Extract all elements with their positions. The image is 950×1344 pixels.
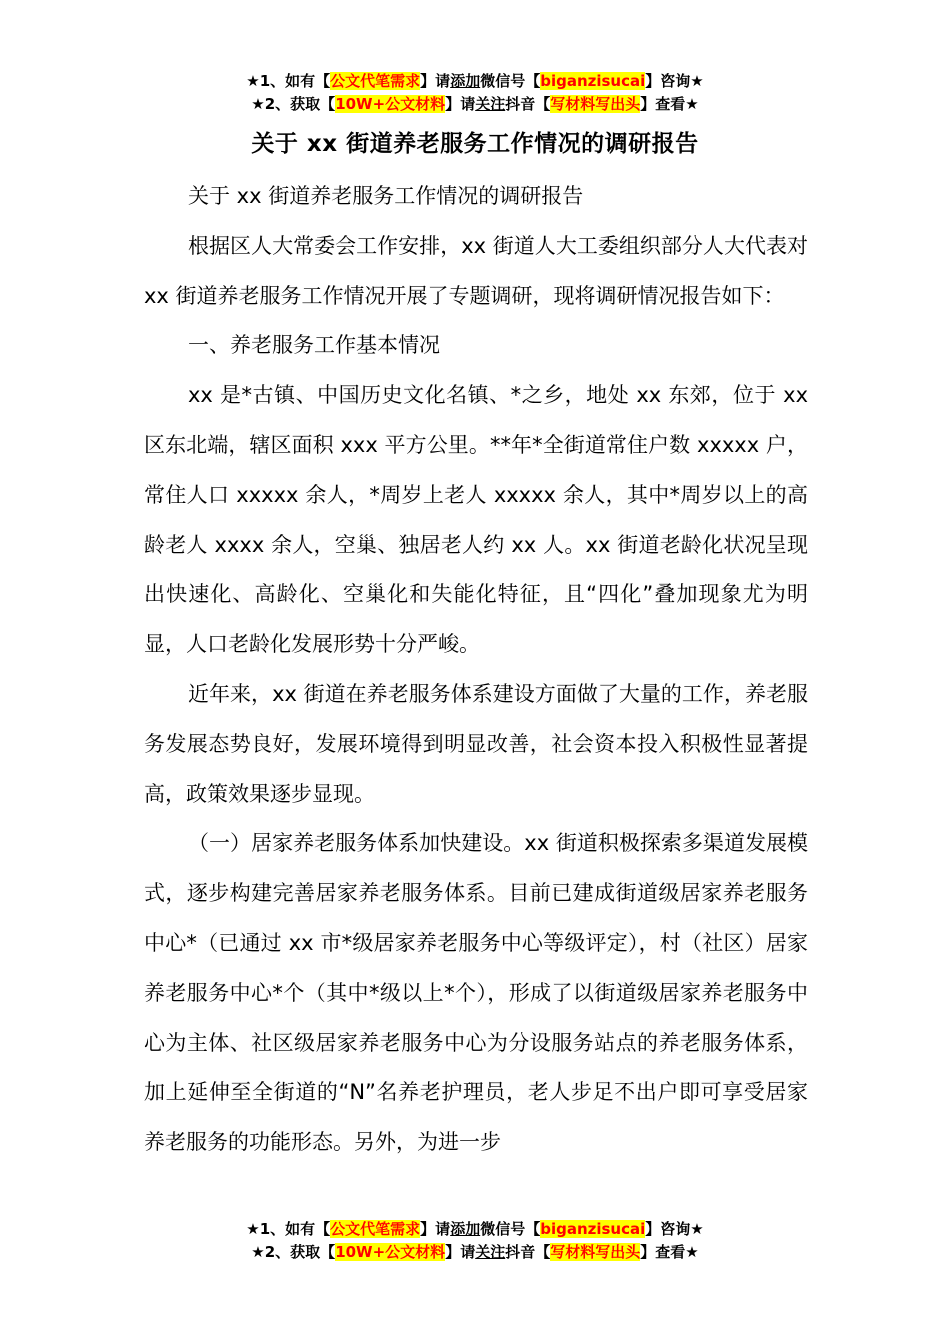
document-title: 关于 xx 街道养老服务工作情况的调研报告 — [251, 131, 699, 157]
paragraph-subtitle: 关于 xx 街道养老服务工作情况的调研报告 — [188, 184, 584, 208]
paragraph-home-care: （一）居家养老服务体系加快建设。xx 街道积极探索多渠道发展模式，逐步构建完善居家养老服务体系。目前已建成街道级居家养老服务中心*（已通过 xx 市*级居家养老服务中心等级评定），村（社区）居家养老服务中心*个（其中*级以上*个），形成了以街道级居家养老服务中心为主体、社区级居家养老服务中心为分设服务站点的养老服务体系，加上延伸至全街道的“N”名养老护理员，老人步足不出户即可享受居家养老服务的功能形态。另外，为进一步 — [144, 831, 808, 1155]
promo-text: 】咨询★ — [645, 72, 704, 90]
promo-underlined: 关注 — [475, 1243, 506, 1261]
paragraph-intro: 根据区人大常委会工作安排，xx 街道人大工委组织部分人大代表对 xx 街道养老服务工作情况开展了专题调研，现将调研情况报告如下： — [144, 233, 808, 308]
promo-underlined: 添加 — [450, 1220, 481, 1238]
promo-text: 】请 — [445, 95, 476, 113]
promo-line-2 — [0, 93, 950, 116]
promo-line-1 — [0, 70, 950, 93]
promo-text: 】查看★ — [640, 95, 699, 113]
promo-highlight: 写材料写出头 — [550, 1243, 641, 1261]
promo-highlight: 10W+公文材料 — [335, 95, 446, 113]
promo-underlined: 关注 — [475, 95, 506, 113]
promo-line-1 — [0, 1218, 950, 1241]
promo-text: 抖音【 — [505, 1243, 551, 1261]
promo-highlight: 写材料写出头 — [550, 95, 641, 113]
promo-banner-bottom — [0, 1218, 950, 1264]
promo-highlight: 10W+公文材料 — [335, 1243, 446, 1261]
promo-highlight: biganzisucai — [540, 72, 646, 90]
promo-text: ★1、如有【 — [246, 1220, 331, 1238]
promo-text: 微信号【 — [480, 1220, 541, 1238]
promo-underlined: 添加 — [450, 72, 481, 90]
promo-text: ★2、获取【 — [251, 1243, 336, 1261]
promo-text: 】请 — [420, 1220, 451, 1238]
paragraph-recent-years: 近年来，xx 街道在养老服务体系建设方面做了大量的工作，养老服务发展态势良好，发展环境得到明显改善，社会资本投入积极性显著提高，政策效果逐步显现。 — [144, 681, 808, 806]
promo-text: 抖音【 — [505, 95, 551, 113]
promo-text: ★2、获取【 — [251, 95, 336, 113]
promo-highlight: 公文代笔需求 — [330, 72, 421, 90]
document-body — [144, 172, 808, 1168]
promo-banner-top — [0, 70, 950, 116]
promo-line-2 — [0, 1241, 950, 1264]
paragraph-basic-info: xx 是*古镇、中国历史文化名镇、*之乡，地处 xx 东郊，位于 xx 区东北端，辖区面积 xxx 平方公里。**年*全街道常住户数 xxxxx 户，常住人口 xxxxx 余人，*周岁上老人 xxxxx 余人，其中*周岁以上的高龄老人 xxxx 余人，空巢、独居老人约 xx 人。xx 街道老龄化状况呈现出快速化、高龄化、空巢化和失能化特征，且“四化”叠加现象尤为明显，人口老龄化发展形势十分严峻。 — [144, 383, 808, 657]
promo-highlight: 公文代笔需求 — [330, 1220, 421, 1238]
promo-text: 】查看★ — [640, 1243, 699, 1261]
promo-highlight: biganzisucai — [540, 1220, 646, 1238]
promo-text: 】请 — [445, 1243, 476, 1261]
promo-text: 】咨询★ — [645, 1220, 704, 1238]
promo-text: ★1、如有【 — [246, 72, 331, 90]
promo-text: 】请 — [420, 72, 451, 90]
section-heading: 一、养老服务工作基本情况 — [188, 333, 440, 358]
promo-text: 微信号【 — [480, 72, 541, 90]
